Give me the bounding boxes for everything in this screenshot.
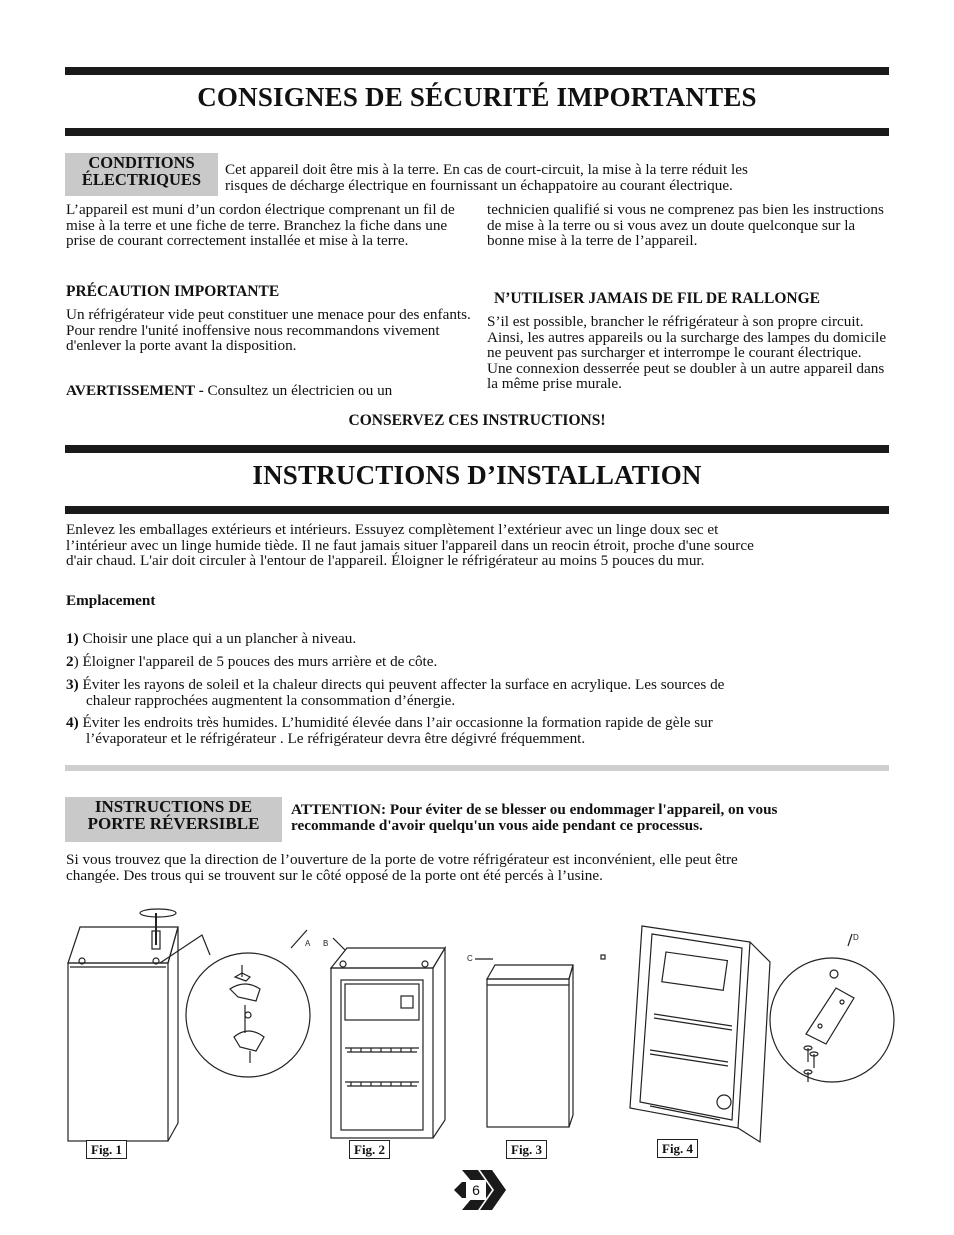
list-item bbox=[66, 677, 896, 715]
electrical-intro bbox=[225, 162, 905, 193]
figure-4-illustration bbox=[620, 922, 900, 1147]
warning-text: Consultez un électricien ou un bbox=[203, 382, 393, 399]
install-intro-line1: Enlevez les emballages extérieurs et intérieurs. Essuyez complètement l’extérieur avec un linge doux sec et bbox=[66, 521, 719, 538]
precaution-text: Un réfrigérateur vide peut constituer une menace pour des enfants. Pour rendre l'unité inoffensive nous recommandons vivement d'enlever la porte avant la disposition. bbox=[66, 306, 471, 354]
safety-title: CONSIGNES DE SÉCURITÉ IMPORTANTES bbox=[197, 82, 757, 112]
electrical-label bbox=[65, 153, 218, 196]
top-rule bbox=[65, 67, 889, 75]
figure-3-illustration bbox=[465, 935, 615, 1145]
list-item bbox=[66, 631, 896, 654]
list-item-text: Éviter les endroits très humides. L’humidité élevée dans l’air occasionne la formation rapide de gèle sur bbox=[78, 714, 713, 731]
list-item-number: 4) bbox=[66, 714, 79, 731]
list-item-text: Éviter les rayons de soleil et la chaleur directs qui peuvent affecter la surface en acrylique. Les sources de bbox=[78, 676, 725, 693]
install-intro-line2: l’intérieur avec un linge humide tiède. Il ne faut jamais situer l'appareil dans un reocin étroit, proche d'une source bbox=[66, 536, 754, 554]
reversible-door-label-line1: INSTRUCTIONS DE bbox=[94, 797, 253, 816]
warning-label: AVERTISSEMENT - bbox=[66, 382, 204, 399]
attention-line1: ATTENTION: Pour éviter de se blesser ou endommager l'appareil, on vous bbox=[291, 801, 778, 818]
extension-text: S’il est possible, brancher le réfrigérateur à son propre circuit. Ainsi, les autres appareils ou la surcharge des lampes du domicile ne peuvent pas surcharger et interrompe le courant électrique. Une connexion desserrée peut se doubler à un autre appareil dans la même prise murale. bbox=[487, 313, 887, 392]
electrical-label-line1: CONDITIONS bbox=[88, 153, 195, 172]
electrical-intro-line1: Cet appareil doit être mis à la terre. En cas de court-circuit, la mise à la terre réduit les bbox=[225, 161, 748, 178]
list-item bbox=[66, 715, 896, 753]
door-text bbox=[66, 852, 916, 883]
list-item-number: 3) bbox=[66, 676, 79, 693]
list-item-text: ) Éloigner l'appareil de 5 pouces des murs arrière et de côte. bbox=[73, 653, 438, 670]
list-item-text: Choisir une place qui a un plancher à niveau. bbox=[78, 630, 357, 647]
install-top-rule bbox=[65, 445, 889, 453]
list-item-text-cont: l’évaporateur et le réfrigérateur . Le réfrigérateur devra être dégivré fréquemment. bbox=[86, 729, 586, 747]
location-heading: Emplacement bbox=[66, 592, 156, 609]
install-title-rule bbox=[65, 506, 889, 514]
install-intro-line3: d'air chaud. L'air doit circuler à l'entour de l'appareil. Éloigner le réfrigérateur au moins 5 pouces du mur. bbox=[66, 552, 705, 569]
extension-heading: N’UTILISER JAMAIS DE FIL DE RALLONGE bbox=[494, 290, 820, 307]
warning-line bbox=[66, 383, 486, 399]
list-item-text-cont: chaleur rapprochées augmentent la consommation d’énergie. bbox=[86, 691, 456, 709]
gray-divider bbox=[65, 765, 889, 771]
figure-3-label: Fig. 3 bbox=[506, 1140, 547, 1159]
grounding-paragraph: L’appareil est muni d’un cordon électrique comprenant un fil de mise à la terre et une fiche de terre. Branchez la fiche dans une prise de courant correctement installée et mise à la terre. bbox=[66, 201, 455, 249]
install-intro bbox=[66, 522, 916, 569]
precaution-heading: PRÉCAUTION IMPORTANTE bbox=[66, 283, 280, 300]
list-item-number: 1) bbox=[66, 630, 79, 647]
label-c: C bbox=[467, 954, 473, 963]
electrical-label-line2: ÉLECTRIQUES bbox=[81, 170, 202, 189]
figure-2-illustration bbox=[285, 920, 465, 1160]
electrical-intro-line2: risques de décharge électrique en fournissant un échappatoire au courant électrique. bbox=[225, 176, 733, 194]
keep-instructions: CONSERVEZ CES INSTRUCTIONS! bbox=[348, 412, 606, 429]
reversible-door-label bbox=[65, 797, 282, 842]
install-title: INSTRUCTIONS D’INSTALLATION bbox=[252, 460, 702, 490]
attention-line2: recommande d'avoir quelqu'un vous aide pendant ce processus. bbox=[291, 816, 703, 834]
reversible-door-label-line2: PORTE RÉVERSIBLE bbox=[87, 814, 260, 833]
figure-1-label: Fig. 1 bbox=[86, 1140, 127, 1159]
door-text-line2: changée. Des trous qui se trouvent sur le côté opposé de la porte ont été percés à l’usine. bbox=[66, 866, 603, 884]
list-item bbox=[66, 654, 896, 677]
label-b: B bbox=[323, 939, 329, 948]
technician-paragraph: technicien qualifié si vous ne comprenez pas bien les instructions de mise à la terre ou si vous avez un doute quelconque sur la bonne mise à la terre de l’appareil. bbox=[487, 201, 884, 249]
door-text-line1: Si vous trouvez que la direction de l’ouverture de la porte de votre réfrigérateur est inconvénient, elle peut être bbox=[66, 851, 738, 868]
list-item-number: 2 bbox=[66, 653, 74, 670]
figure-2-label: Fig. 2 bbox=[349, 1140, 390, 1159]
figure-4-label: Fig. 4 bbox=[657, 1139, 698, 1158]
safety-title-rule bbox=[65, 128, 889, 136]
label-a: A bbox=[305, 939, 311, 948]
location-list bbox=[66, 631, 896, 753]
attention-text bbox=[291, 802, 901, 833]
page-number: 6 bbox=[472, 1182, 480, 1198]
label-d: D bbox=[853, 933, 859, 942]
